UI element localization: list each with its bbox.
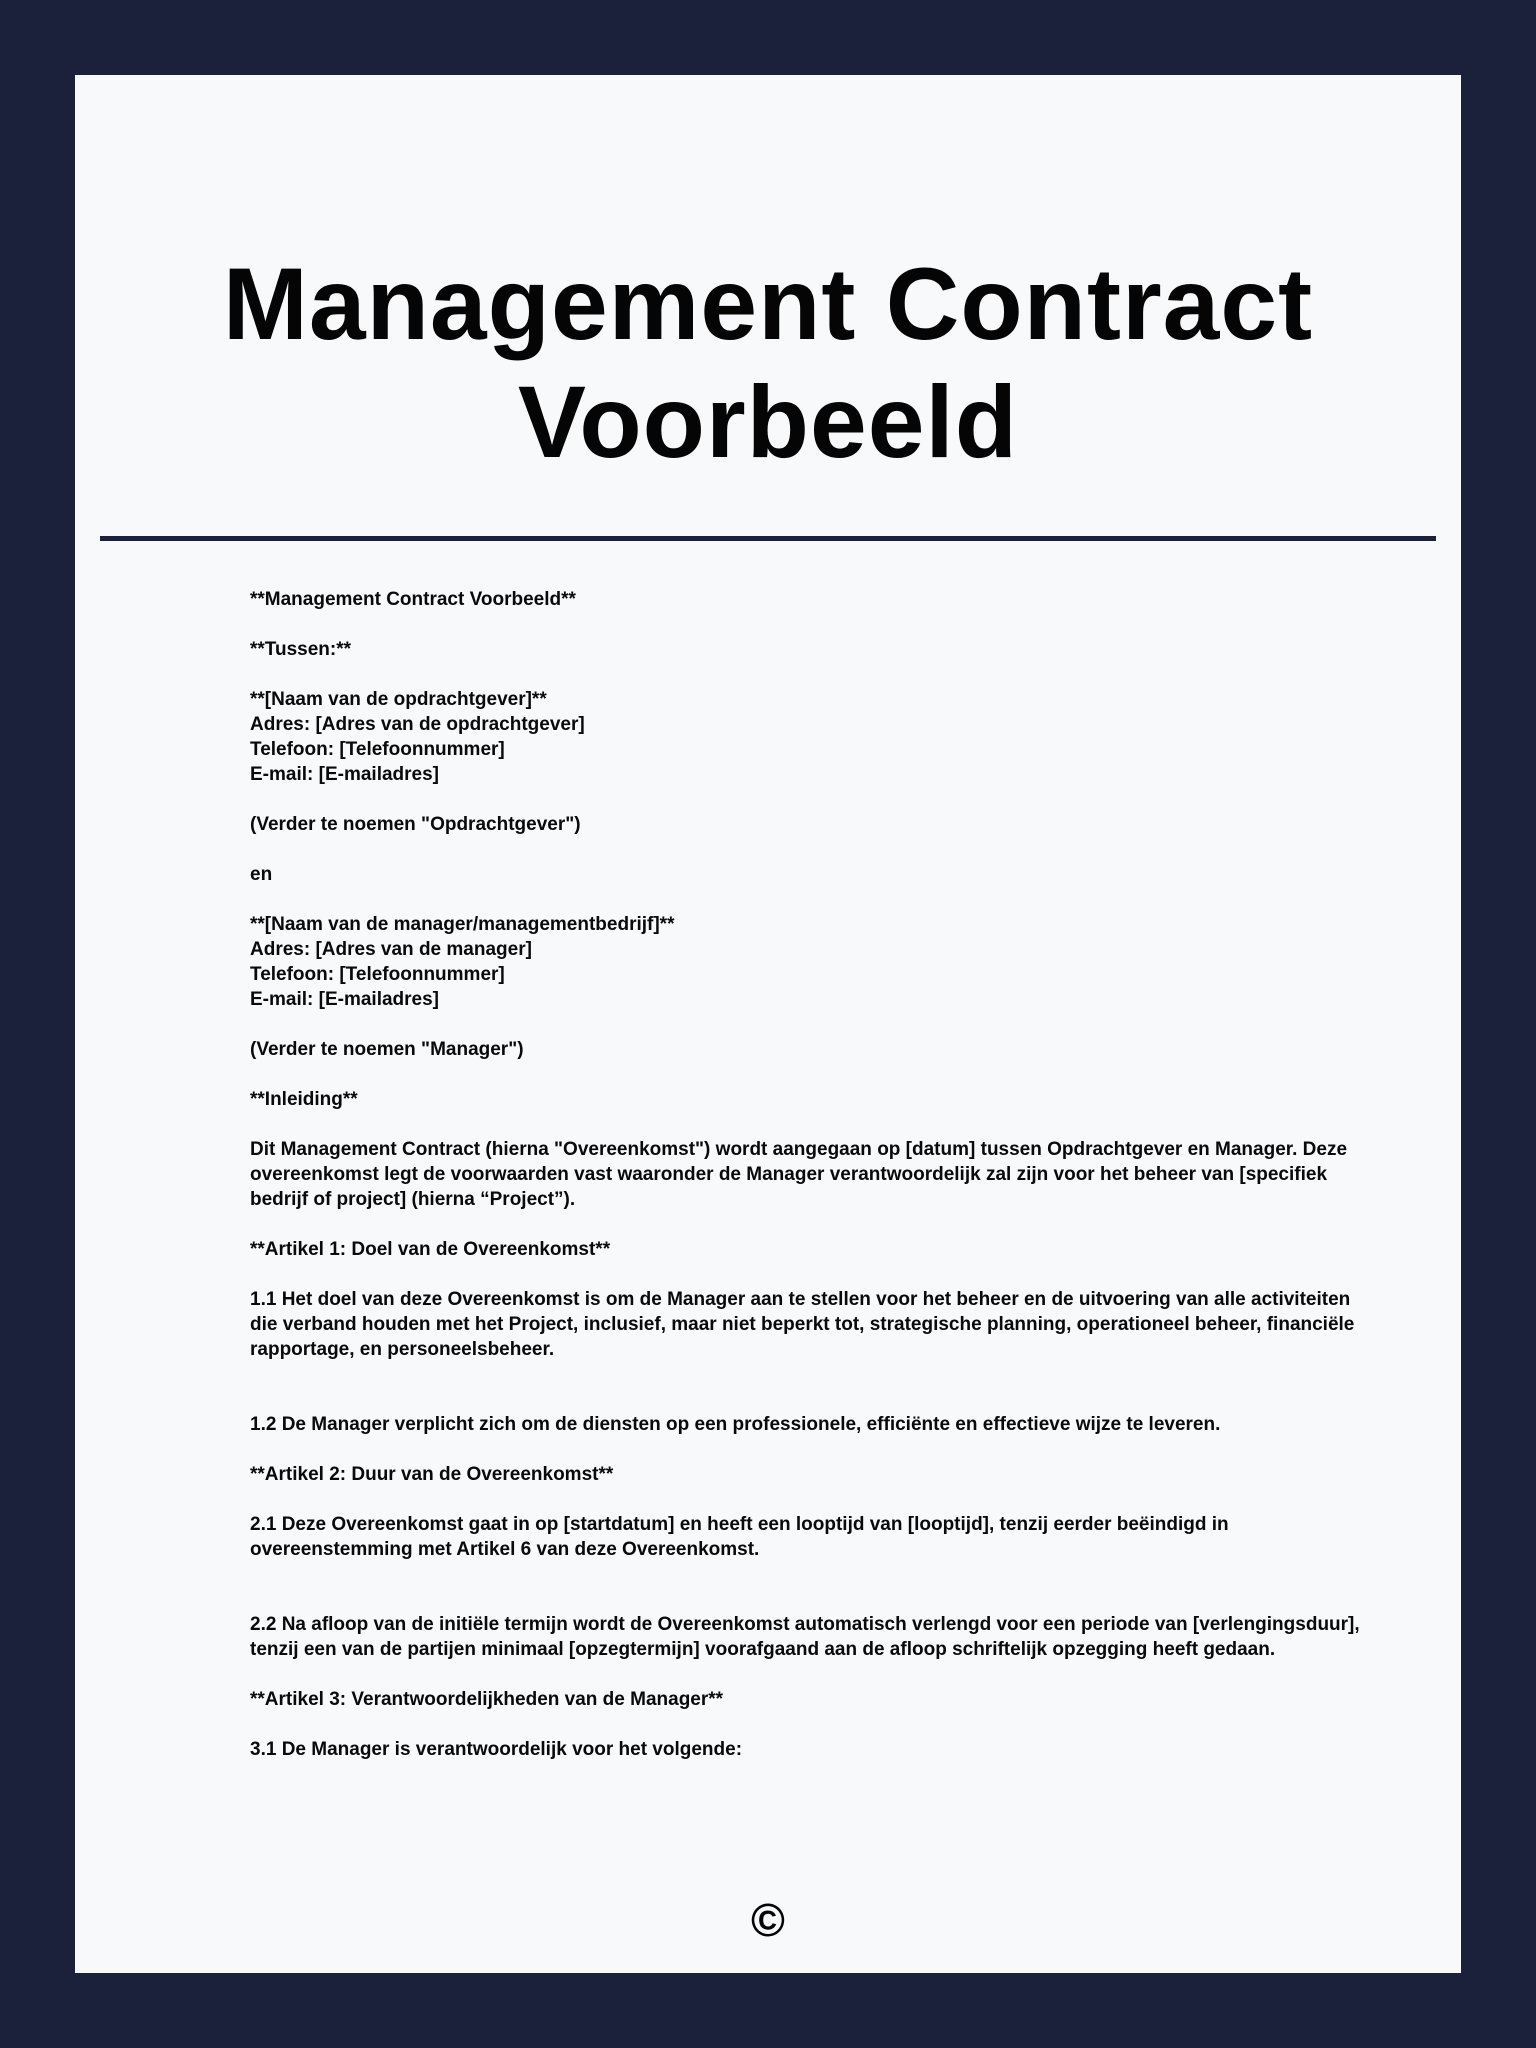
title-line-2: Voorbeeld	[517, 365, 1019, 479]
article-2-2: 2.2 Na afloop van de initiële termijn wordt de Overeenkomst automatisch verlengd voor een periode van [verlengingsduur], tenzij een van de partijen minimaal [opzegtermijn] voorafgaand aan de afloop schriftelijk opzegging heeft gedaan.	[250, 1614, 1360, 1660]
article-1-heading: **Artikel 1: Doel van de Overeenkomst**	[250, 1239, 611, 1260]
between-heading: **Tussen:**	[250, 639, 352, 660]
manager-block	[250, 912, 1380, 1012]
article-3-heading: **Artikel 3: Verantwoordelijkheden van de Manager**	[250, 1689, 724, 1710]
title-divider	[100, 536, 1436, 541]
title-line-1: Management Contract	[222, 247, 1314, 361]
and-text: en	[250, 864, 273, 885]
client-alias: (Verder te noemen "Opdrachtgever")	[250, 814, 581, 835]
article-2-1: 2.1 Deze Overeenkomst gaat in op [startdatum] en heeft een looptijd van [looptijd], tenzij eerder beëindigd in overeenstemming met Artikel 6 van deze Overeenkomst.	[250, 1514, 1229, 1560]
manager-alias: (Verder te noemen "Manager")	[250, 1039, 524, 1060]
client-name: **[Naam van de opdrachtgever]**	[250, 689, 547, 710]
client-email: E-mail: [E-mailadres]	[250, 764, 439, 785]
client-address: Adres: [Adres van de opdrachtgever]	[250, 714, 585, 735]
doc-heading: **Management Contract Voorbeeld**	[250, 589, 576, 610]
article-1-1: 1.1 Het doel van deze Overeenkomst is om de Manager aan te stellen voor het beheer en de uitvoering van alle activiteiten die verband houden met het Project, inclusief, maar niet beperkt tot, strategische planning, operationeel beheer, financiële rapportage, en personeelsbeheer.	[250, 1289, 1355, 1360]
manager-email: E-mail: [E-mailadres]	[250, 989, 439, 1010]
client-phone: Telefoon: [Telefoonnummer]	[250, 739, 505, 760]
article-1-2: 1.2 De Manager verplicht zich om de diensten op een professionele, efficiënte en effectieve wijze te leveren.	[250, 1414, 1221, 1435]
copyright-icon: ©	[751, 1894, 785, 1946]
contract-body	[250, 587, 1380, 1787]
page-title	[75, 245, 1461, 481]
article-2-heading: **Artikel 2: Duur van de Overeenkomst**	[250, 1464, 614, 1485]
manager-name: **[Naam van de manager/managementbedrijf]**	[250, 914, 675, 935]
manager-phone: Telefoon: [Telefoonnummer]	[250, 964, 505, 985]
document-page	[75, 75, 1461, 1973]
manager-address: Adres: [Adres van de manager]	[250, 939, 532, 960]
client-block	[250, 687, 1380, 787]
intro-heading: **Inleiding**	[250, 1089, 358, 1110]
intro-text: Dit Management Contract (hierna "Overeenkomst") wordt aangegaan op [datum] tussen Opdrachtgever en Manager. Deze overeenkomst legt de voorwaarden vast waaronder de Manager verantwoordelijk zal zijn voor het beheer van [specifiek bedrijf of project] (hierna “Project”).	[250, 1139, 1348, 1210]
article-3-1: 3.1 De Manager is verantwoordelijk voor het volgende:	[250, 1739, 743, 1760]
